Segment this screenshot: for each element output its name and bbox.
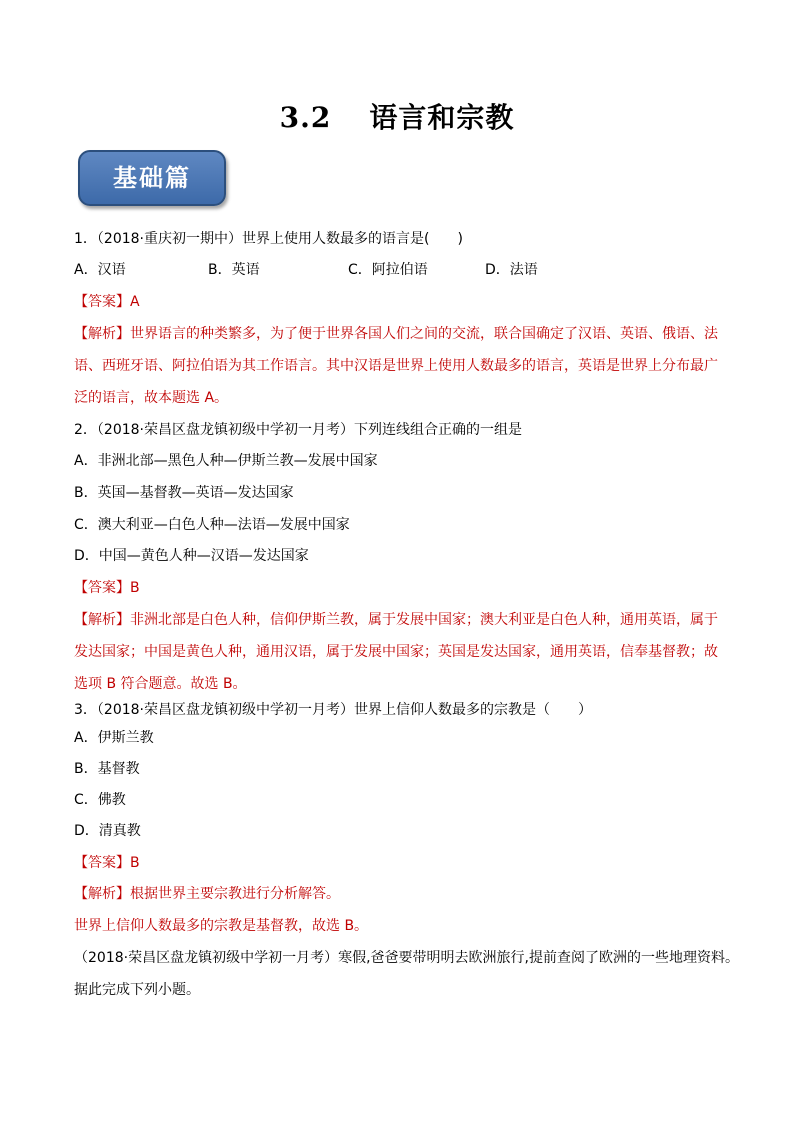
- q1-option-a: A．汉语: [74, 262, 126, 278]
- q3-answer-label: 【答案】: [74, 855, 130, 871]
- q2-option-b: B．英国—基督教—英语—发达国家: [74, 485, 294, 501]
- q3-option-d: D．清真教: [74, 823, 141, 839]
- q1-analysis-line-3: 泛的语言，故本题选 A。: [74, 390, 229, 406]
- q1-analysis-text-1: 世界语言的种类繁多，为了便于世界各国人们之间的交流，联合国确定了汉语、英语、俄语、法: [130, 326, 718, 342]
- q2-analysis-text-1: 非洲北部是白色人种，信仰伊斯兰教，属于发展中国家；澳大利亚是白色人种，通用英语，属于: [130, 612, 718, 628]
- title-number: 3.2: [279, 101, 332, 134]
- q3-analysis-line-1: [74, 886, 340, 902]
- q3-answer: [74, 855, 140, 871]
- q1-answer: [74, 294, 140, 310]
- q3-option-b: B．基督教: [74, 761, 140, 777]
- q2-stem: 2．（2018·荣昌区盘龙镇初级中学初一月考）下列连线组合正确的一组是: [74, 422, 522, 438]
- q3-analysis-line-2: 世界上信仰人数最多的宗教是基督教，故选 B。: [74, 918, 369, 934]
- q2-option-c: C．澳大利亚—白色人种—法语—发展中国家: [74, 517, 350, 533]
- q1-option-d: D．法语: [485, 262, 538, 278]
- page-title: [0, 96, 794, 136]
- passage-line-2: 据此完成下列小题。: [74, 982, 200, 998]
- q3-option-c: C．佛教: [74, 792, 126, 808]
- q2-answer-label: 【答案】: [74, 580, 130, 596]
- q2-analysis-line-1: [74, 612, 718, 628]
- q2-analysis-label: 【解析】: [74, 612, 130, 628]
- q1-analysis-line-1: [74, 326, 718, 342]
- q1-answer-label: 【答案】: [74, 294, 130, 310]
- q1-option-c: C．阿拉伯语: [348, 262, 428, 278]
- q1-analysis-label: 【解析】: [74, 326, 130, 342]
- q2-answer-value: B: [130, 580, 140, 596]
- q2-answer: [74, 580, 140, 596]
- q3-analysis-text-1: 根据世界主要宗教进行分析解答。: [130, 886, 340, 902]
- q1-answer-value: A: [130, 294, 140, 310]
- q1-options: [74, 262, 714, 278]
- passage-line-1: （2018·荣昌区盘龙镇初级中学初一月考）寒假,爸爸要带明明去欧洲旅行,提前查阅了欧洲的一些地理资料。: [74, 950, 739, 966]
- q2-analysis-line-3: 选项 B 符合题意。故选 B。: [74, 676, 247, 692]
- title-text: 语言和宗教: [369, 101, 515, 134]
- q3-answer-value: B: [130, 855, 140, 871]
- q3-analysis-label: 【解析】: [74, 886, 130, 902]
- section-badge: 基础篇: [78, 150, 226, 206]
- q1-analysis-line-2: 语、西班牙语、阿拉伯语为其工作语言。其中汉语是世界上使用人数最多的语言，英语是世界上分布最广: [74, 358, 718, 374]
- q2-option-a: A．非洲北部—黑色人种—伊斯兰教—发展中国家: [74, 453, 378, 469]
- q2-option-d: D．中国—黄色人种—汉语—发达国家: [74, 548, 309, 564]
- q1-stem: 1．（2018·重庆初一期中）世界上使用人数最多的语言是( ): [74, 231, 463, 247]
- q1-option-b: B．英语: [208, 262, 260, 278]
- q2-analysis-line-2: 发达国家；中国是黄色人种，通用汉语，属于发展中国家；英国是发达国家，通用英语，信奉基督教；故: [74, 644, 718, 660]
- q3-option-a: A．伊斯兰教: [74, 730, 154, 746]
- q3-stem: 3．（2018·荣昌区盘龙镇初级中学初一月考）世界上信仰人数最多的宗教是（ ）: [74, 702, 592, 718]
